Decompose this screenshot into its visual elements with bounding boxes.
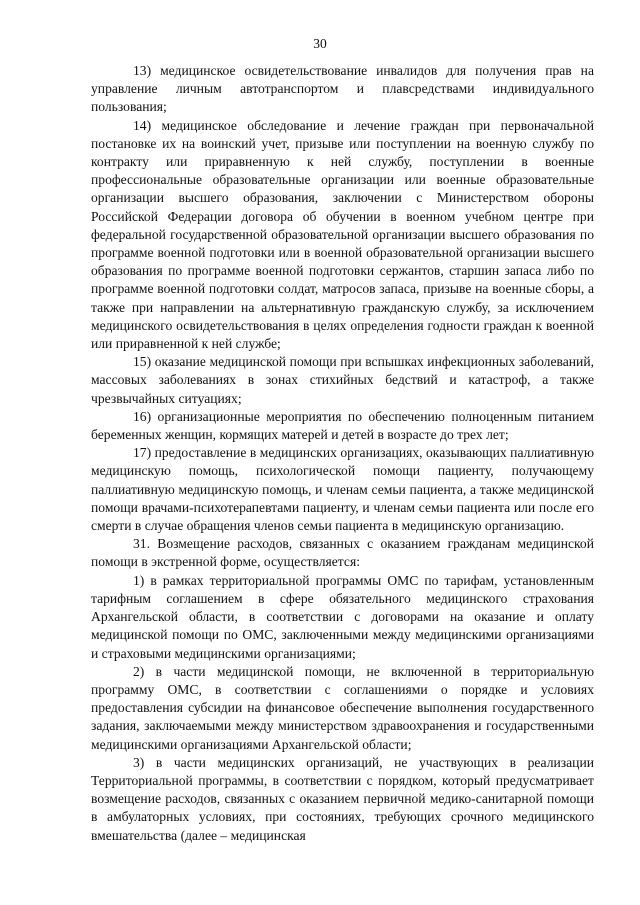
paragraph-item-17: 17) предоставление в медицинских организациях, оказывающих паллиативную медицинскую помощь, психологической помощи пациенту, получающему паллиативную медицинскую помощь, и членам семьи пациента, а также медицинской помощи врачами-психотерапевтами пациенту, и членам семьи пациента или после его смерти в случае обращения членов семьи пациента в медицинскую организацию. — [91, 445, 594, 534]
paragraph-section-31: 31. Возмещение расходов, связанных с оказанием гражданам медицинской помощи в экстренной форме, осуществляется: — [91, 536, 594, 570]
paragraph-subitem-3: 3) в части медицинских организаций, не участвующих в реализации Территориальной программы, в соответствии с порядком, который предусматривает возмещение расходов, связанных с оказанием первичной медико-санитарной помощи в амбулаторных условиях, при состояниях, требующих срочного медицинского вмешательства (далее – медицинская — [91, 754, 594, 843]
paragraph-item-14: 14) медицинское обследование и лечение граждан при первоначальной постановке их на воинский учет, призыве или поступлении на военную службу по контракту или приравненную к ней службу, поступлении в военные профессиональные образовательные организации или военные образовательные организации высшего образования, заключении с Министерством обороны Российской Федерации договора об обучении в военном учебном центре при федеральной государственной образовательной организации высшего образования по программе военной подготовки или в военной образовательной организации высшего образования по программе военной подготовки сержантов, старшин запаса либо по программе военной подготовки солдат, матросов запаса, призыве на военные сборы, а также при направлении на альтернативную гражданскую службу, за исключением медицинского освидетельствования в целях определения годности граждан к военной или приравненной к ней службе; — [91, 117, 594, 352]
paragraph-item-15: 15) оказание медицинской помощи при вспышках инфекционных заболеваний, массовых заболеваниях в зонах стихийных бедствий и катастроф, а также чрезвычайных ситуациях; — [91, 354, 594, 406]
paragraph-item-16: 16) организационные мероприятия по обеспечению полноценным питанием беременных женщин, кормящих матерей и детей в возрасте до трех лет; — [91, 408, 594, 443]
paragraph-subitem-2: 2) в части медицинской помощи, не включенной в территориальную программу ОМС, в соответствии с соглашениями о порядке и условиях предоставления субсидии на финансовое обеспечение выполнения государственного задания, заключаемыми между министерством здравоохранения и государственными медицинскими организациями Архангельской области; — [91, 663, 594, 752]
paragraph-item-13: 13) медицинское освидетельствование инвалидов для получения прав на управление личным автотранспортом и плавсредствами индивидуального пользования; — [91, 63, 594, 115]
page-number: 30 — [313, 36, 327, 51]
document-body — [91, 62, 594, 845]
paragraph-subitem-1: 1) в рамках территориальной программы ОМС по тарифам, установленным тарифным соглашением в сфере обязательного медицинского страхования Архангельской области, в соответствии с договорами на оказание и оплату медицинской помощи по ОМС, заключенными между медицинскими организациями и страховыми медицинскими организациями; — [91, 572, 594, 661]
